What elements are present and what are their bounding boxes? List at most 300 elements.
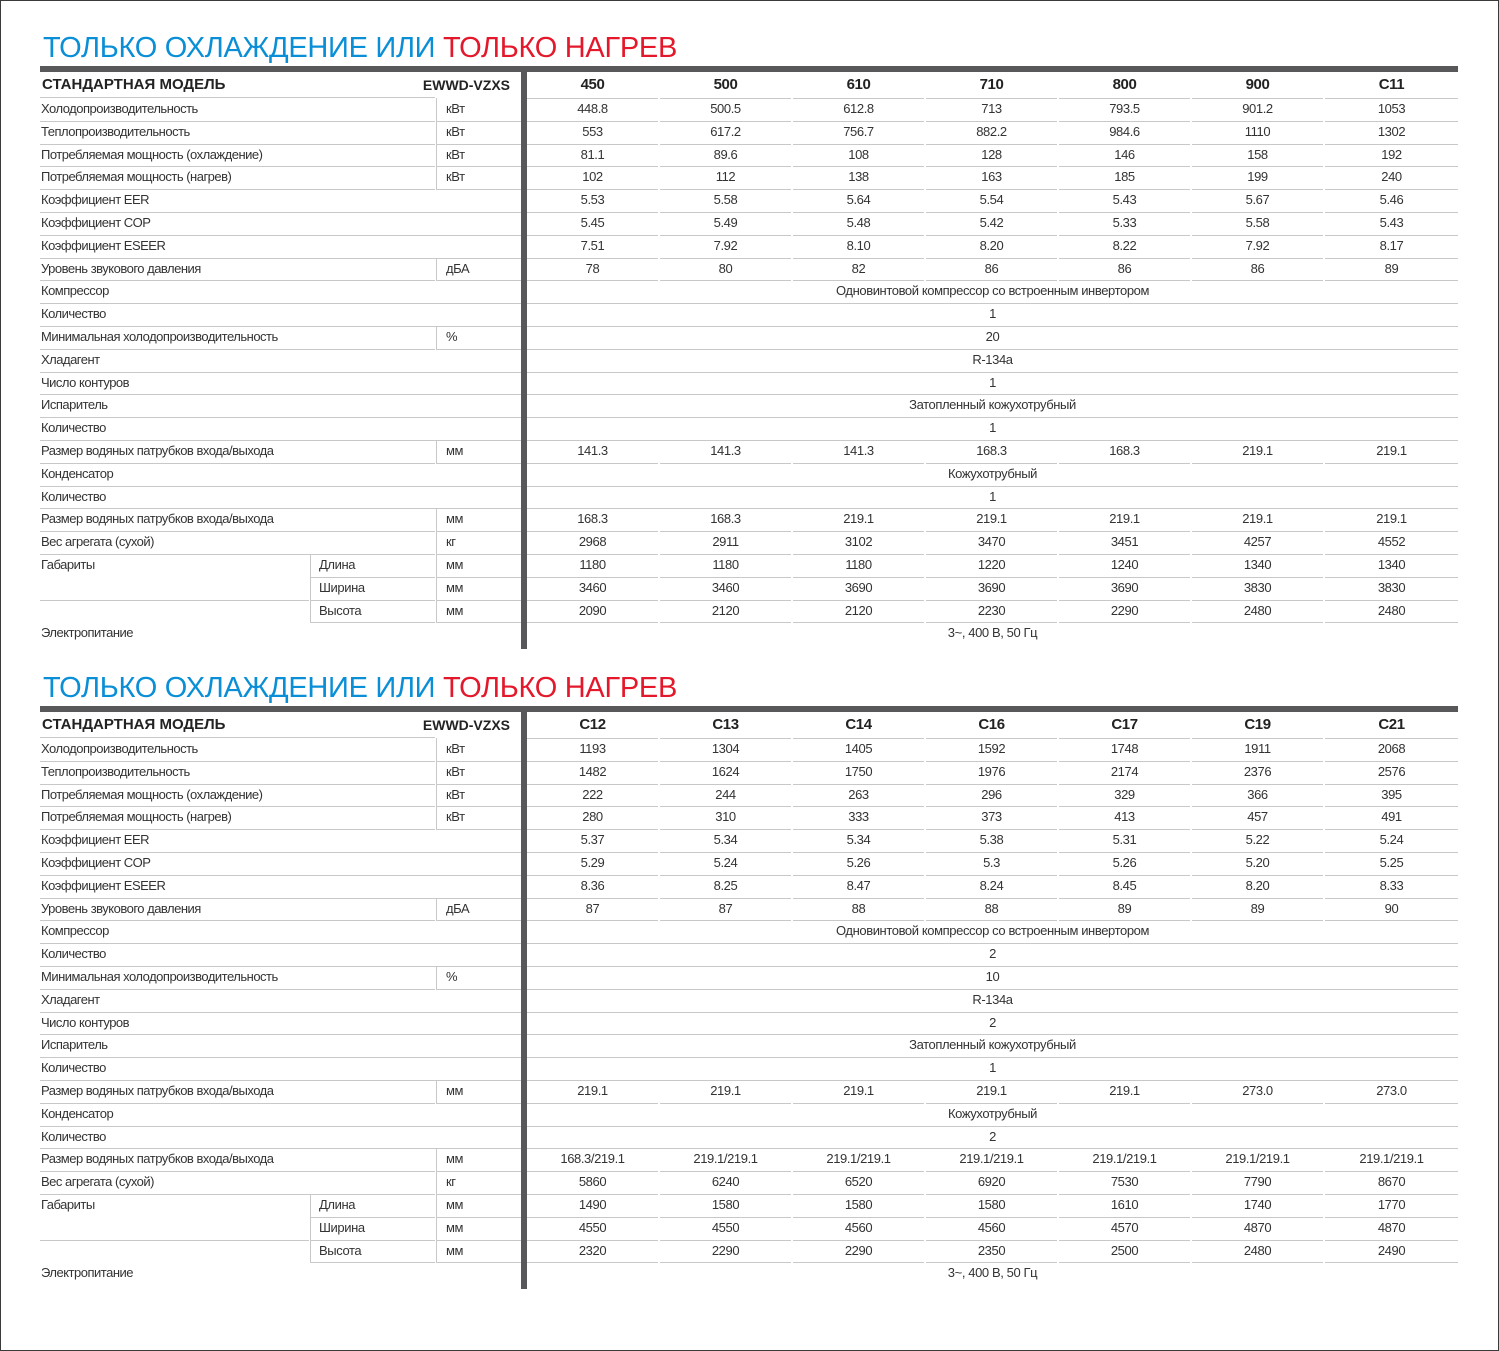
table-cell: 1180 bbox=[527, 554, 658, 578]
merged-cell: 2 bbox=[527, 943, 1458, 967]
table-cell: 273.0 bbox=[1192, 1080, 1323, 1104]
table-cell: 2290 bbox=[1059, 600, 1190, 624]
table-row-circuits bbox=[40, 372, 1458, 395]
table-cell: 2174 bbox=[1059, 761, 1190, 785]
model-header: 450 bbox=[527, 72, 658, 99]
model-header: C21 bbox=[1325, 712, 1458, 739]
table-cell: 1750 bbox=[793, 761, 924, 785]
table-cell: 5.54 bbox=[926, 189, 1057, 213]
table-cell: 1240 bbox=[1059, 554, 1190, 578]
row-label: Коэффициент COP bbox=[40, 212, 521, 236]
table-cell: 2068 bbox=[1325, 738, 1458, 762]
row-unit: кг bbox=[436, 1171, 521, 1195]
row-unit: мм bbox=[436, 600, 521, 624]
table-cell: 4560 bbox=[793, 1217, 924, 1241]
model-header: 610 bbox=[793, 72, 924, 99]
merged-cell: R-134a bbox=[527, 989, 1458, 1013]
table-cell: 80 bbox=[660, 258, 791, 282]
table-row-height bbox=[40, 600, 1458, 623]
table-cell: 882.2 bbox=[926, 121, 1057, 145]
table-row-eseer bbox=[40, 235, 1458, 258]
table-row-condenser bbox=[40, 1103, 1458, 1126]
table-cell: 1180 bbox=[660, 554, 791, 578]
row-label: Минимальная холодопроизводительность bbox=[40, 966, 435, 990]
table-cell: 219.1 bbox=[1192, 508, 1323, 532]
table-row-heating-capacity bbox=[40, 761, 1458, 784]
table-cell: 1976 bbox=[926, 761, 1057, 785]
table-cell: 185 bbox=[1059, 166, 1190, 190]
table-cell: 7.92 bbox=[660, 235, 791, 259]
row-label: Коэффициент ESEER bbox=[40, 235, 521, 259]
row-sublabel: Длина bbox=[310, 554, 435, 578]
title-part-red: ТОЛЬКО НАГРЕВ bbox=[443, 32, 678, 64]
table-cell: 457 bbox=[1192, 806, 1323, 830]
table-cell: 612.8 bbox=[793, 98, 924, 122]
table-cell: 5.58 bbox=[1192, 212, 1323, 236]
table-row-heating-capacity bbox=[40, 121, 1458, 144]
table-cell: 1193 bbox=[527, 738, 658, 762]
table-cell: 2480 bbox=[1325, 600, 1458, 624]
table-cell: 5.25 bbox=[1325, 852, 1458, 876]
table-cell: 8.33 bbox=[1325, 875, 1458, 899]
table-cell: 413 bbox=[1059, 806, 1190, 830]
row-label: Компрессор bbox=[40, 280, 521, 304]
table-cell: 5.43 bbox=[1325, 212, 1458, 236]
table-cell: 219.1 bbox=[1059, 508, 1190, 532]
merged-cell: 10 bbox=[527, 966, 1458, 990]
table-cell: 5.34 bbox=[660, 829, 791, 853]
row-label: Коэффициент ESEER bbox=[40, 875, 521, 899]
table-cell: 8.20 bbox=[1192, 875, 1323, 899]
header-label: СТАНДАРТНАЯ МОДЕЛЬ bbox=[40, 712, 435, 738]
table-cell: 219.1/219.1 bbox=[926, 1148, 1057, 1172]
row-label: Количество bbox=[40, 486, 521, 510]
table-cell: 310 bbox=[660, 806, 791, 830]
table-cell: 3470 bbox=[926, 531, 1057, 555]
table-cell: 1580 bbox=[926, 1194, 1057, 1218]
table-cell: 2120 bbox=[793, 600, 924, 624]
table-cell: 984.6 bbox=[1059, 121, 1190, 145]
table-cell: 199 bbox=[1192, 166, 1323, 190]
table-cell: 146 bbox=[1059, 144, 1190, 168]
merged-cell: Затопленный кожухотрубный bbox=[527, 394, 1458, 418]
table-row-length bbox=[40, 1194, 1458, 1217]
table-cell: 141.3 bbox=[527, 440, 658, 464]
table-cell: 112 bbox=[660, 166, 791, 190]
table-cell: 128 bbox=[926, 144, 1057, 168]
table-cell: 7530 bbox=[1059, 1171, 1190, 1195]
table-cell: 4870 bbox=[1325, 1217, 1458, 1241]
table-cell: 141.3 bbox=[793, 440, 924, 464]
merged-cell: 2 bbox=[527, 1012, 1458, 1036]
table-cell: 87 bbox=[660, 898, 791, 922]
table-cell: 4870 bbox=[1192, 1217, 1323, 1241]
table-cell: 138 bbox=[793, 166, 924, 190]
table-cell: 1748 bbox=[1059, 738, 1190, 762]
table-cell: 88 bbox=[926, 898, 1057, 922]
table-cell: 82 bbox=[793, 258, 924, 282]
table-cell: 3690 bbox=[926, 577, 1057, 601]
table-cell: 2968 bbox=[527, 531, 658, 555]
model-header: C19 bbox=[1192, 712, 1323, 739]
table-cell: 713 bbox=[926, 98, 1057, 122]
merged-cell: 2 bbox=[527, 1126, 1458, 1150]
row-label: Электропитание bbox=[41, 1265, 133, 1281]
table-cell: 8.10 bbox=[793, 235, 924, 259]
table-cell: 219.1 bbox=[926, 1080, 1057, 1104]
row-label: Холодопроизводительность bbox=[40, 98, 435, 122]
row-sublabel: Высота bbox=[310, 600, 435, 624]
table-row-compressor bbox=[40, 920, 1458, 943]
row-label: Габариты bbox=[41, 556, 95, 572]
table-cell: 2480 bbox=[1192, 1240, 1323, 1264]
merged-cell: 1 bbox=[527, 417, 1458, 441]
table-row-evap-pipe bbox=[40, 440, 1458, 463]
row-label: Размер водяных патрубков входа/выхода bbox=[40, 508, 435, 532]
table-cell: 222 bbox=[527, 784, 658, 808]
table-cell: 5.48 bbox=[793, 212, 924, 236]
header-label: СТАНДАРТНАЯ МОДЕЛЬ bbox=[40, 72, 435, 98]
row-unit: мм bbox=[436, 508, 521, 532]
row-label: Уровень звукового давления bbox=[40, 258, 435, 282]
table-cell: 6520 bbox=[793, 1171, 924, 1195]
table-row-sound bbox=[40, 258, 1458, 281]
spec-table-1 bbox=[40, 30, 1458, 645]
row-unit: мм bbox=[436, 577, 521, 601]
table-cell: 5.67 bbox=[1192, 189, 1323, 213]
table-cell: 5.43 bbox=[1059, 189, 1190, 213]
table-cell: 1490 bbox=[527, 1194, 658, 1218]
row-unit: % bbox=[436, 966, 521, 990]
row-label: Вес агрегата (сухой) bbox=[40, 1171, 435, 1195]
table-cell: 3830 bbox=[1192, 577, 1323, 601]
table-cell: 5.45 bbox=[527, 212, 658, 236]
table-cell: 168.3/219.1 bbox=[527, 1148, 658, 1172]
table-row-evap-pipe bbox=[40, 1080, 1458, 1103]
table-cell: 3690 bbox=[1059, 577, 1190, 601]
table-row-weight bbox=[40, 1171, 1458, 1194]
table-cell: 793.5 bbox=[1059, 98, 1190, 122]
table-cell: 8.24 bbox=[926, 875, 1057, 899]
row-unit: кВт bbox=[436, 144, 521, 168]
table-cell: 87 bbox=[527, 898, 658, 922]
table-cell: 1911 bbox=[1192, 738, 1323, 762]
table-cell: 108 bbox=[793, 144, 924, 168]
table-cell: 240 bbox=[1325, 166, 1458, 190]
table-cell: 219.1 bbox=[793, 1080, 924, 1104]
row-sublabel: Высота bbox=[310, 1240, 435, 1264]
model-header: 800 bbox=[1059, 72, 1190, 99]
table-cell: 1340 bbox=[1192, 554, 1323, 578]
row-label: Количество bbox=[40, 943, 521, 967]
table-cell: 192 bbox=[1325, 144, 1458, 168]
table-cell: 219.1 bbox=[527, 1080, 658, 1104]
table-row-cop bbox=[40, 852, 1458, 875]
row-unit: мм bbox=[436, 1080, 521, 1104]
table-cell: 86 bbox=[926, 258, 1057, 282]
row-label: Конденсатор bbox=[40, 1103, 521, 1127]
merged-cell: Кожухотрубный bbox=[527, 1103, 1458, 1127]
table-row-min-capacity bbox=[40, 326, 1458, 349]
table-cell: 263 bbox=[793, 784, 924, 808]
row-label: Коэффициент EER bbox=[40, 189, 521, 213]
table-header-row bbox=[40, 72, 1458, 98]
model-header: C11 bbox=[1325, 72, 1458, 99]
table-cell: 8.20 bbox=[926, 235, 1057, 259]
row-sublabel: Ширина bbox=[310, 577, 435, 601]
table-cell: 8.25 bbox=[660, 875, 791, 899]
table-cell: 280 bbox=[527, 806, 658, 830]
table-row-sound bbox=[40, 898, 1458, 921]
row-sublabel: Ширина bbox=[310, 1217, 435, 1241]
table-cell: 168.3 bbox=[527, 508, 658, 532]
table-cell: 5.34 bbox=[793, 829, 924, 853]
table-cell: 5.49 bbox=[660, 212, 791, 236]
table-cell: 86 bbox=[1059, 258, 1190, 282]
row-label: Потребляемая мощность (нагрев) bbox=[40, 166, 435, 190]
table-row-power-heating bbox=[40, 166, 1458, 189]
table-row-width bbox=[40, 1217, 1458, 1240]
table-cell: 90 bbox=[1325, 898, 1458, 922]
table-cell: 296 bbox=[926, 784, 1057, 808]
table-cell: 2500 bbox=[1059, 1240, 1190, 1264]
row-label: Холодопроизводительность bbox=[40, 738, 435, 762]
table-cell: 1740 bbox=[1192, 1194, 1323, 1218]
table-cell: 366 bbox=[1192, 784, 1323, 808]
merged-cell: 1 bbox=[527, 303, 1458, 327]
table-cell: 1770 bbox=[1325, 1194, 1458, 1218]
table-cell: 219.1 bbox=[660, 1080, 791, 1104]
table-row-condenser-qty bbox=[40, 486, 1458, 509]
table-cell: 8.47 bbox=[793, 875, 924, 899]
table-row-compressor-qty bbox=[40, 943, 1458, 966]
table-cell: 8.36 bbox=[527, 875, 658, 899]
table-cell: 1110 bbox=[1192, 121, 1323, 145]
table-row-refrigerant bbox=[40, 349, 1458, 372]
model-header: C16 bbox=[926, 712, 1057, 739]
row-unit: кВт bbox=[436, 98, 521, 122]
table-cell: 5.26 bbox=[793, 852, 924, 876]
row-label: Число контуров bbox=[40, 1012, 521, 1036]
table-cell: 6240 bbox=[660, 1171, 791, 1195]
table-cell: 5.33 bbox=[1059, 212, 1190, 236]
row-label: Количество bbox=[40, 417, 521, 441]
table-cell: 5.46 bbox=[1325, 189, 1458, 213]
table-row-refrigerant bbox=[40, 989, 1458, 1012]
table-cell: 219.1 bbox=[1192, 440, 1323, 464]
table-row-weight bbox=[40, 531, 1458, 554]
row-unit: мм bbox=[436, 1217, 521, 1241]
table-cell: 6920 bbox=[926, 1171, 1057, 1195]
row-unit: мм bbox=[436, 1240, 521, 1264]
table-cell: 8.22 bbox=[1059, 235, 1190, 259]
table-row-evaporator bbox=[40, 394, 1458, 417]
table-cell: 2290 bbox=[793, 1240, 924, 1264]
merged-cell: Затопленный кожухотрубный bbox=[527, 1034, 1458, 1058]
table-row-min-capacity bbox=[40, 966, 1458, 989]
table-cell: 5.26 bbox=[1059, 852, 1190, 876]
table-cell: 2350 bbox=[926, 1240, 1057, 1264]
merged-cell: R-134a bbox=[527, 349, 1458, 373]
row-label: Испаритель bbox=[40, 1034, 521, 1058]
table-title bbox=[40, 670, 1458, 706]
table-cell: 1180 bbox=[793, 554, 924, 578]
row-label: Размер водяных патрубков входа/выхода bbox=[40, 1080, 435, 1104]
table-row-compressor bbox=[40, 280, 1458, 303]
table-cell: 3460 bbox=[527, 577, 658, 601]
row-unit: дБА bbox=[436, 258, 521, 282]
table-cell: 219.1/219.1 bbox=[793, 1148, 924, 1172]
table-header-row bbox=[40, 712, 1458, 738]
table-cell: 756.7 bbox=[793, 121, 924, 145]
row-label: Количество bbox=[40, 303, 521, 327]
row-label: Потребляемая мощность (нагрев) bbox=[40, 806, 435, 830]
table-cell: 3102 bbox=[793, 531, 924, 555]
table-row-length bbox=[40, 554, 1458, 577]
table-row-eer bbox=[40, 189, 1458, 212]
model-header: 710 bbox=[926, 72, 1057, 99]
merged-cell: 1 bbox=[527, 486, 1458, 510]
table-cell: 8.17 bbox=[1325, 235, 1458, 259]
table-cell: 1302 bbox=[1325, 121, 1458, 145]
title-part-blue: ТОЛЬКО ОХЛАЖДЕНИЕ ИЛИ bbox=[43, 32, 436, 64]
table-cell: 89 bbox=[1192, 898, 1323, 922]
table-cell: 5.24 bbox=[660, 852, 791, 876]
merged-cell: 20 bbox=[527, 326, 1458, 350]
table-row-power-cooling bbox=[40, 144, 1458, 167]
table-cell: 1304 bbox=[660, 738, 791, 762]
table-cell: 3451 bbox=[1059, 531, 1190, 555]
row-label: Теплопроизводительность bbox=[40, 761, 435, 785]
table-cell: 168.3 bbox=[1059, 440, 1190, 464]
table-cell: 2230 bbox=[926, 600, 1057, 624]
row-unit: кг bbox=[436, 531, 521, 555]
row-unit: % bbox=[436, 326, 521, 350]
table-cell: 5.37 bbox=[527, 829, 658, 853]
merged-cell: Одновинтовой компрессор со встроенным инвертором bbox=[527, 280, 1458, 304]
table-cell: 8670 bbox=[1325, 1171, 1458, 1195]
table-row-evaporator-qty bbox=[40, 1057, 1458, 1080]
table-cell: 7.92 bbox=[1192, 235, 1323, 259]
merged-cell: Одновинтовой компрессор со встроенным инвертором bbox=[527, 920, 1458, 944]
table-cell: 141.3 bbox=[660, 440, 791, 464]
table-cell: 5860 bbox=[527, 1171, 658, 1195]
table-cell: 1053 bbox=[1325, 98, 1458, 122]
model-header: C14 bbox=[793, 712, 924, 739]
table-cell: 219.1/219.1 bbox=[1059, 1148, 1190, 1172]
row-unit: кВт bbox=[436, 738, 521, 762]
series-name: EWWD-VZXS bbox=[422, 77, 510, 93]
row-unit: дБА bbox=[436, 898, 521, 922]
table-cell: 1482 bbox=[527, 761, 658, 785]
table-row-cooling-capacity bbox=[40, 738, 1458, 761]
table-cell: 3460 bbox=[660, 577, 791, 601]
table-title bbox=[40, 30, 1458, 66]
row-label: Габариты bbox=[41, 1196, 95, 1212]
table-cell: 2490 bbox=[1325, 1240, 1458, 1264]
table-cell: 102 bbox=[527, 166, 658, 190]
table-cell: 448.8 bbox=[527, 98, 658, 122]
row-label: Число контуров bbox=[40, 372, 521, 396]
table-row-compressor-qty bbox=[40, 303, 1458, 326]
table-cell: 2576 bbox=[1325, 761, 1458, 785]
table-row-circuits bbox=[40, 1012, 1458, 1035]
table-cell: 553 bbox=[527, 121, 658, 145]
table-cell: 5.29 bbox=[527, 852, 658, 876]
table-row-condenser-qty bbox=[40, 1126, 1458, 1149]
table-row-power-supply bbox=[40, 622, 1458, 645]
table-cell: 5.53 bbox=[527, 189, 658, 213]
table-cell: 2911 bbox=[660, 531, 791, 555]
row-label: Хладагент bbox=[40, 349, 521, 373]
table-row-eer bbox=[40, 829, 1458, 852]
table-cell: 86 bbox=[1192, 258, 1323, 282]
table-row-evaporator bbox=[40, 1034, 1458, 1057]
table-cell: 1220 bbox=[926, 554, 1057, 578]
row-label: Потребляемая мощность (охлаждение) bbox=[40, 784, 435, 808]
table-cell: 168.3 bbox=[926, 440, 1057, 464]
table-cell: 163 bbox=[926, 166, 1057, 190]
table-cell: 2480 bbox=[1192, 600, 1323, 624]
table-cell: 901.2 bbox=[1192, 98, 1323, 122]
table-cell: 7790 bbox=[1192, 1171, 1323, 1195]
table-cell: 219.1/219.1 bbox=[1192, 1148, 1323, 1172]
table-cell: 1340 bbox=[1325, 554, 1458, 578]
table-cell: 219.1/219.1 bbox=[660, 1148, 791, 1172]
table-cell: 1592 bbox=[926, 738, 1057, 762]
table-cell: 617.2 bbox=[660, 121, 791, 145]
table-row-cop bbox=[40, 212, 1458, 235]
table-row-power-heating bbox=[40, 806, 1458, 829]
spec-table-2 bbox=[40, 670, 1458, 1285]
table-cell: 219.1 bbox=[926, 508, 1057, 532]
table-cell: 5.31 bbox=[1059, 829, 1190, 853]
row-label: Размер водяных патрубков входа/выхода bbox=[40, 440, 435, 464]
row-label: Размер водяных патрубков входа/выхода bbox=[40, 1148, 435, 1172]
row-unit: кВт bbox=[436, 761, 521, 785]
table-cell: 5.20 bbox=[1192, 852, 1323, 876]
table-cell: 2090 bbox=[527, 600, 658, 624]
table-cell: 3830 bbox=[1325, 577, 1458, 601]
row-unit: кВт bbox=[436, 166, 521, 190]
table-cell: 1624 bbox=[660, 761, 791, 785]
table-cell: 4257 bbox=[1192, 531, 1323, 555]
table-cell: 273.0 bbox=[1325, 1080, 1458, 1104]
table-cell: 7.51 bbox=[527, 235, 658, 259]
table-cell: 219.1 bbox=[793, 508, 924, 532]
row-label: Компрессор bbox=[40, 920, 521, 944]
table-row-cond-pipe bbox=[40, 508, 1458, 531]
table-cell: 395 bbox=[1325, 784, 1458, 808]
table-cell: 219.1 bbox=[1059, 1080, 1190, 1104]
merged-cell: 3~, 400 В, 50 Гц bbox=[947, 625, 1038, 641]
table-row-width bbox=[40, 577, 1458, 600]
table-cell: 4570 bbox=[1059, 1217, 1190, 1241]
table-cell: 219.1/219.1 bbox=[1325, 1148, 1458, 1172]
row-unit: кВт bbox=[436, 784, 521, 808]
table-row-power-cooling bbox=[40, 784, 1458, 807]
table-row-cond-pipe bbox=[40, 1148, 1458, 1171]
table-row-height bbox=[40, 1240, 1458, 1263]
table-row-condenser bbox=[40, 463, 1458, 486]
row-label: Потребляемая мощность (охлаждение) bbox=[40, 144, 435, 168]
row-label: Коэффициент COP bbox=[40, 852, 521, 876]
row-unit: мм bbox=[436, 554, 521, 578]
row-label: Электропитание bbox=[41, 625, 133, 641]
table-cell: 4560 bbox=[926, 1217, 1057, 1241]
table-cell: 333 bbox=[793, 806, 924, 830]
title-part-blue: ТОЛЬКО ОХЛАЖДЕНИЕ ИЛИ bbox=[43, 672, 436, 704]
